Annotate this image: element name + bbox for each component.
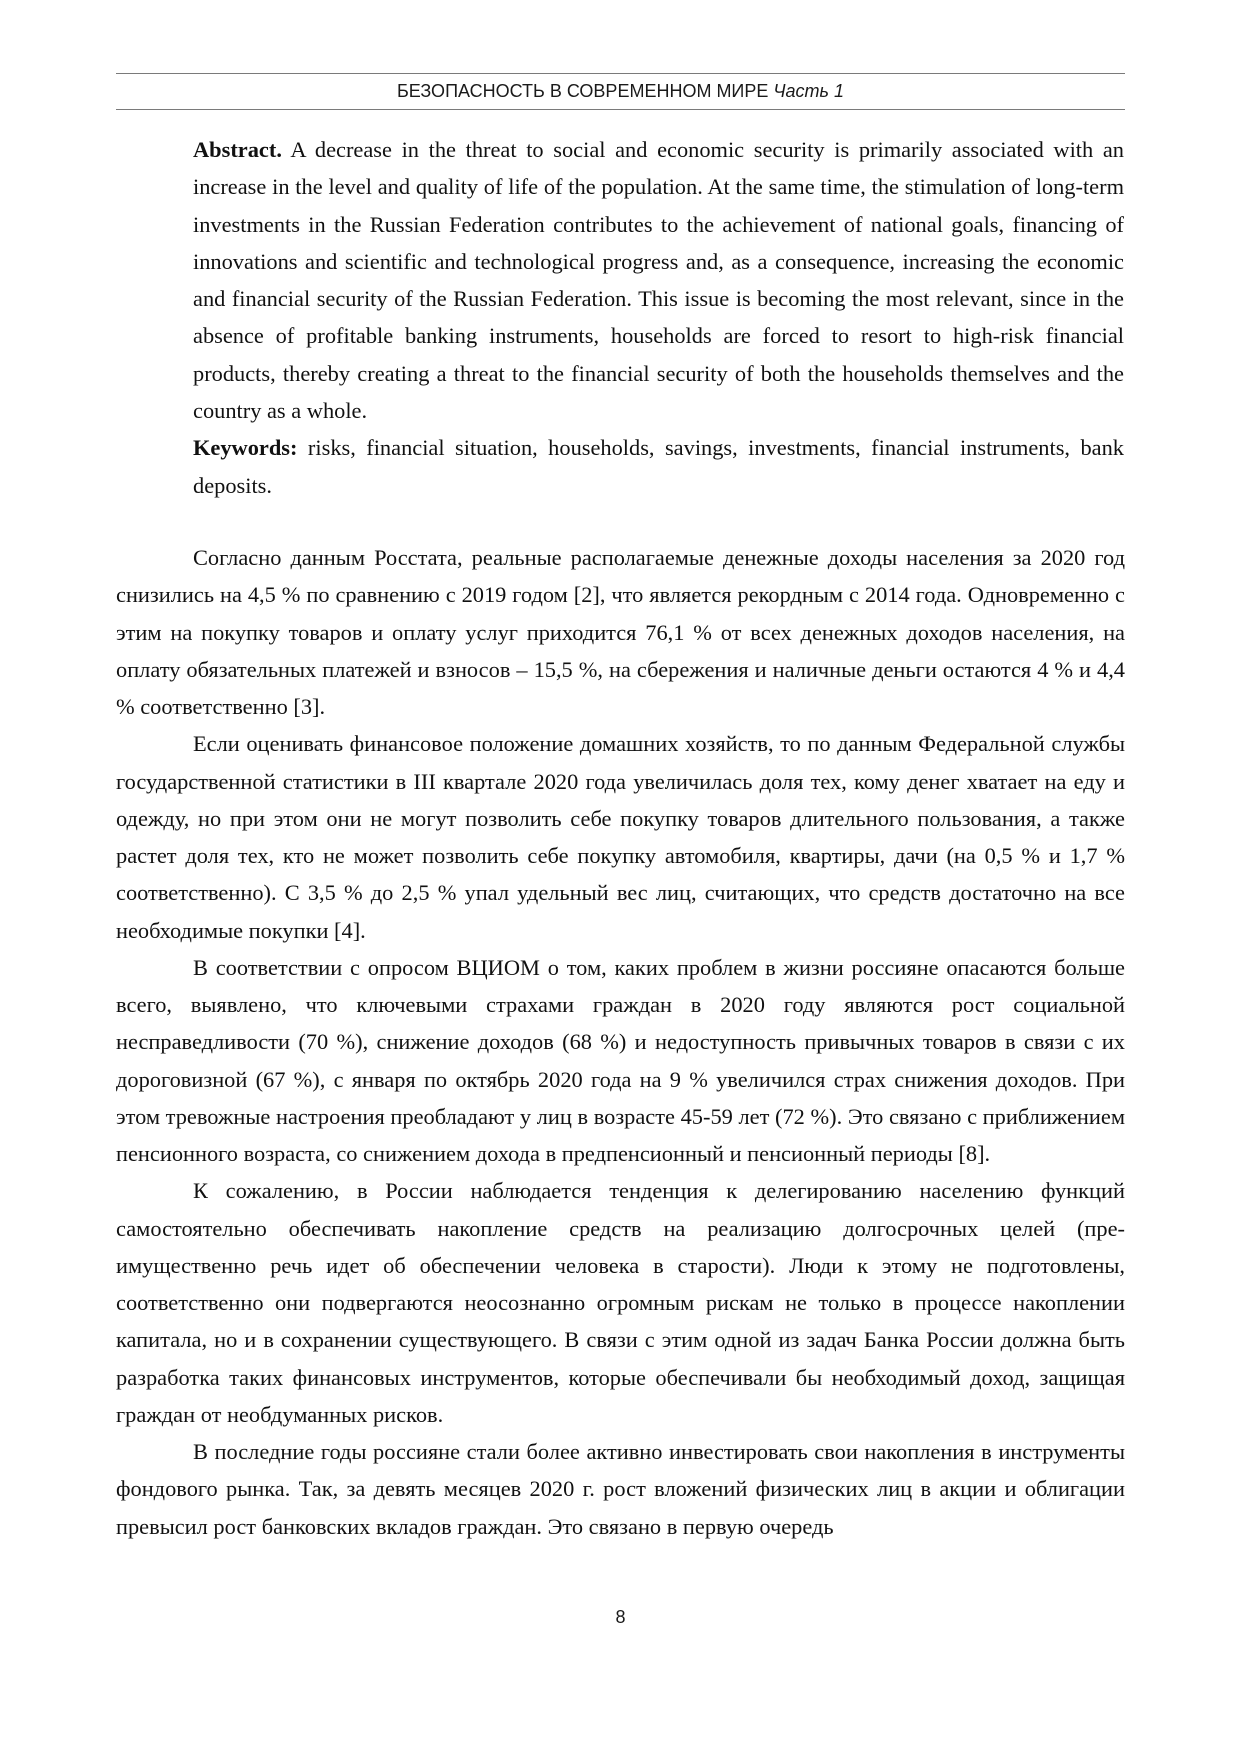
body-paragraph: Согласно данным Росстата, реальные располагаемые денежные доходы населения за 2020 год снизились на 4,5 % по сравнению с 2019 годом [2], что является рекордным с 2014 года. Одновременно с этим на покупку товаров и оплату услуг приходится 76,1 % от всех денежных доходов населения, на оплату обязательных платежей и взносов – 15,5 %, на сбережения и наличные деньги остаются 4 % и 4,4 % соответственно [3]. — [116, 545, 1125, 719]
body-paragraph: К сожалению, в России наблюдается тенденция к делегированию населению функций самостоятельно обеспечивать накопление средств на реализацию долгосрочных целей (преимущественно речь идет об обеспечении человека в старости). Люди к этому не подготовлены, соответственно они подвергаются неосознанно огромным рискам не только в процессе накоплении капитала, но и в сохранении существующего. В связи с этим одной из задач Банка России должна быть разработка таких финансовых инструментов, которые обеспечивали бы необходимый доход, защищая граждан от необдуманных рисков. — [116, 1178, 1125, 1427]
main-text — [116, 539, 1125, 1545]
body-paragraph: В последние годы россияне стали более активно инвестировать свои накопления в инструменты фондового рынка. Так, за девять месяцев 2020 г. рост вложений физических лиц в акции и облигации превысил рост банковских вкладов граждан. Это связано в первую очередь — [116, 1439, 1125, 1539]
keywords-label: Keywords: — [193, 435, 298, 461]
abstract-paragraph — [193, 131, 1124, 429]
journal-title: БЕЗОПАСНОСТЬ В СОВРЕМЕННОМ МИРЕ — [396, 81, 769, 101]
body-paragraph: Если оценивать финансовое положение домашних хозяйств, то по данным Федеральной службы государственной статистики в III квартале 2020 года увеличилась доля тех, кому денег хватает на еду и одежду, но при этом они не могут позволить себе покупку товаров длительного пользования, а также растет доля тех, кто не может позволить себе покупку автомобиля, квартиры, дачи (на 0,5 % и 1,7 % соответственно). С 3,5 % до 2,5 % упал удельный вес лиц, считающих, что средств достаточно на все необходимые покупки [4]. — [116, 731, 1125, 943]
body-paragraph: В соответствии с опросом ВЦИОМ о том, каких проблем в жизни россияне опасаются больше всего, выявлено, что ключевыми страхами граждан в 2020 году являются рост социальной несправедливости (70 %), снижение доходов (68 %) и недоступность привычных товаров в связи с их дороговизной (67 %), с января по октябрь 2020 года на 9 % увеличился страх снижения доходов. При этом тревожные настроения преобладают у лиц в возрасте 45-59 лет (72 %). Это связано с приближением пенсионного возраста, со снижением дохода в предпенсионный и пенсионный периоды [8]. — [116, 954, 1125, 1166]
running-header — [116, 73, 1125, 110]
abstract-block — [193, 131, 1124, 504]
journal-part: Часть 1 — [773, 81, 845, 101]
abstract-label: Abstract. — [193, 137, 282, 162]
abstract-text: A decrease in the threat to social and economic security is primarily associated with an increase in the level and quality of life of the population. At the same time, the stimulation of long-term investments in the Russian Federation contributes to the achievement of national goals, financing of innovations and scientific and technological progress and, as a consequence, increasing the economic and financial security of the Russian Federation. This issue is becoming the most relevant, since in the absence of profitable banking instruments, households are forced to resort to high-risk financial products, thereby creating a threat to the financial security of both the households themselves and the country as a whole. — [193, 137, 1124, 424]
keywords-paragraph — [193, 429, 1124, 504]
keywords-text: risks, financial situation, households, savings, investments, financial instruments, bank deposits. — [193, 435, 1124, 498]
page-number: 8 — [615, 1607, 626, 1627]
